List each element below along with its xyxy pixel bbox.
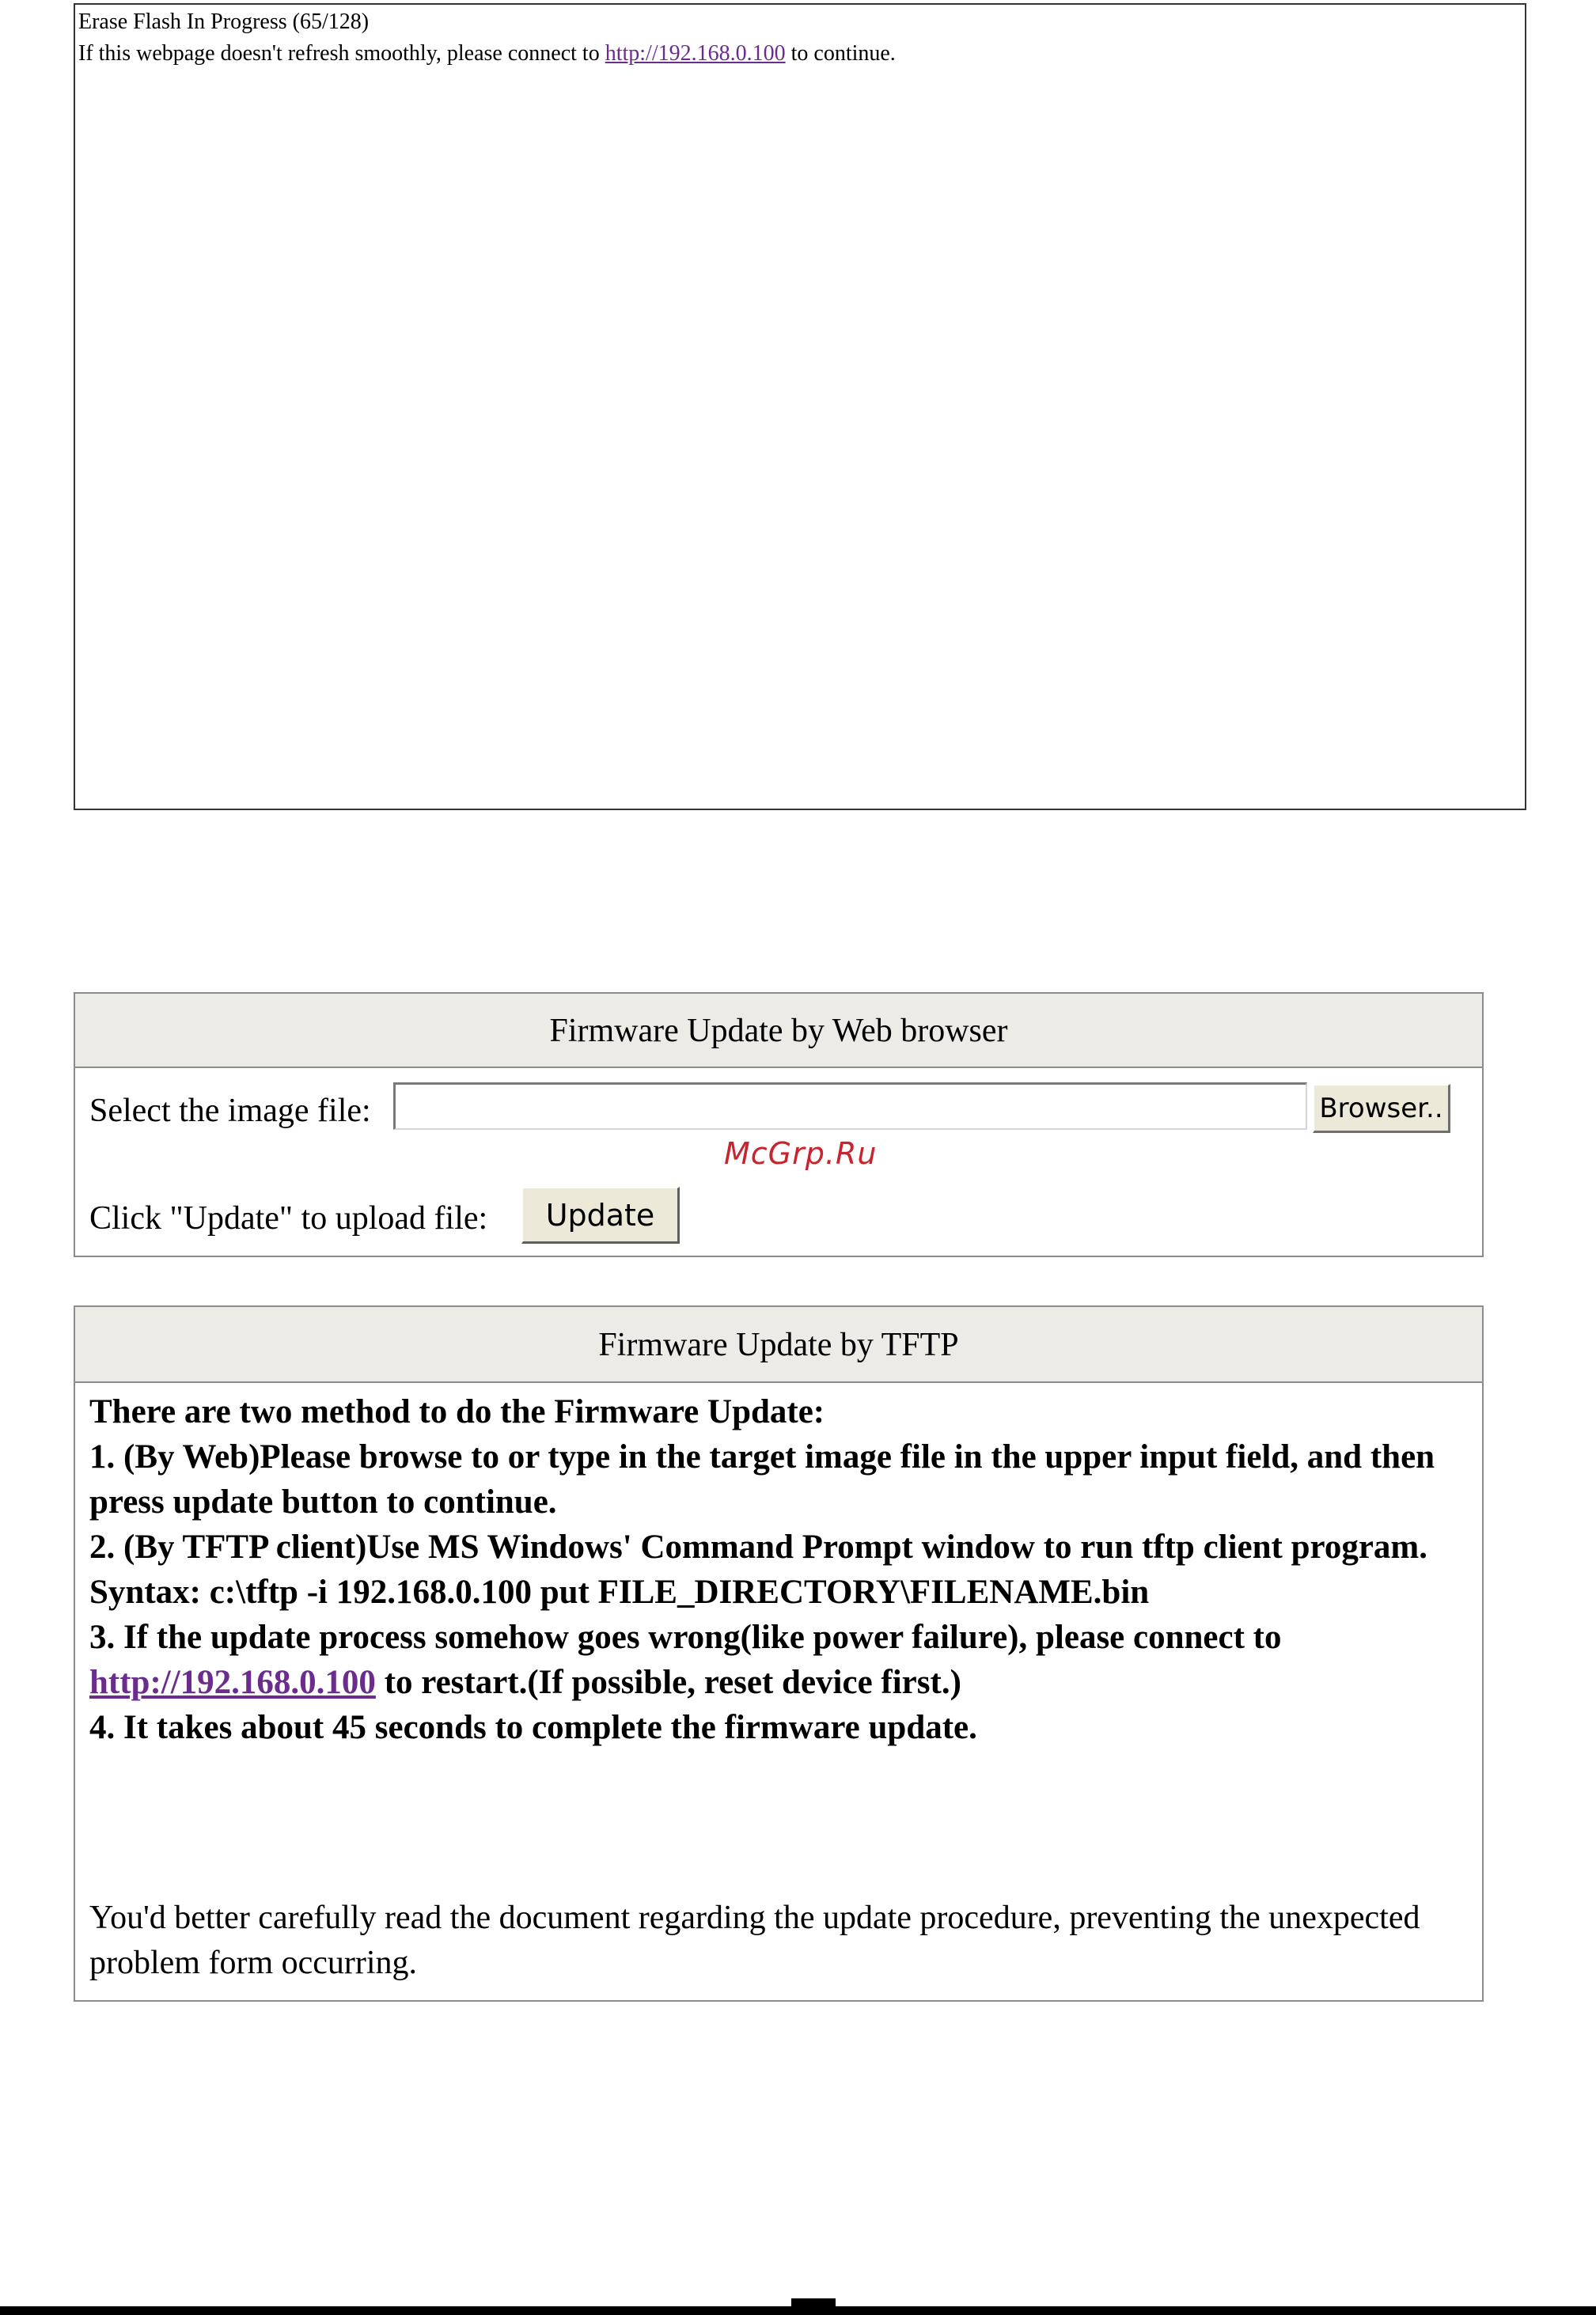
refresh-notice-prefix: If this webpage doesn't refresh smoothly, please connect to [78, 41, 605, 66]
restart-address-link[interactable]: http://192.168.0.100 [89, 1664, 376, 1701]
refresh-notice-suffix: to continue. [785, 41, 896, 66]
web-update-panel [74, 992, 1484, 1257]
update-button[interactable]: Update [521, 1187, 680, 1244]
instructions-syntax: Syntax: c:\tftp -i 192.168.0.100 put FILE_DIRECTORY\FILENAME.bin [89, 1574, 1150, 1611]
step-3-suffix: to restart.(If possible, reset device first.) [375, 1664, 961, 1701]
image-file-input[interactable] [393, 1082, 1307, 1130]
web-update-title: Firmware Update by Web browser [75, 994, 1482, 1068]
instructions-step-4: 4. It takes about 45 seconds to complete the firmware update. [89, 1709, 977, 1746]
browse-button[interactable]: Browser.. [1313, 1084, 1450, 1133]
update-label: Click "Update" to upload file: [89, 1200, 488, 1237]
instructions-step-3 [89, 1615, 1468, 1705]
select-image-label: Select the image file: [89, 1093, 371, 1129]
tftp-update-panel [74, 1305, 1484, 2002]
step-3-prefix: 3. If the update process somehow goes wrong(like power failure), please connect to [89, 1619, 1282, 1656]
erase-progress-frame [74, 3, 1526, 810]
erase-status-text: Erase Flash In Progress (65/128) [78, 9, 370, 34]
procedure-note: You'd better carefully read the document regarding the update procedure, preventing the unexpected problem form occurring. [89, 1900, 1420, 1981]
instructions-step-1: 1. (By Web)Please browse to or type in the target image file in the upper input field, and then press update button to continue. [89, 1438, 1435, 1521]
instructions-step-2: 2. (By TFTP client)Use MS Windows' Command Prompt window to run tftp client program. [89, 1529, 1428, 1566]
tftp-update-title: Firmware Update by TFTP [75, 1307, 1482, 1383]
refresh-notice [78, 38, 1522, 70]
footer-rule-tab [791, 2298, 836, 2308]
device-address-link[interactable]: http://192.168.0.100 [605, 41, 786, 66]
tftp-instructions [75, 1383, 1482, 1750]
instructions-intro: There are two method to do the Firmware Update: [89, 1393, 825, 1430]
watermark-text: McGrp.Ru [724, 1136, 878, 1171]
